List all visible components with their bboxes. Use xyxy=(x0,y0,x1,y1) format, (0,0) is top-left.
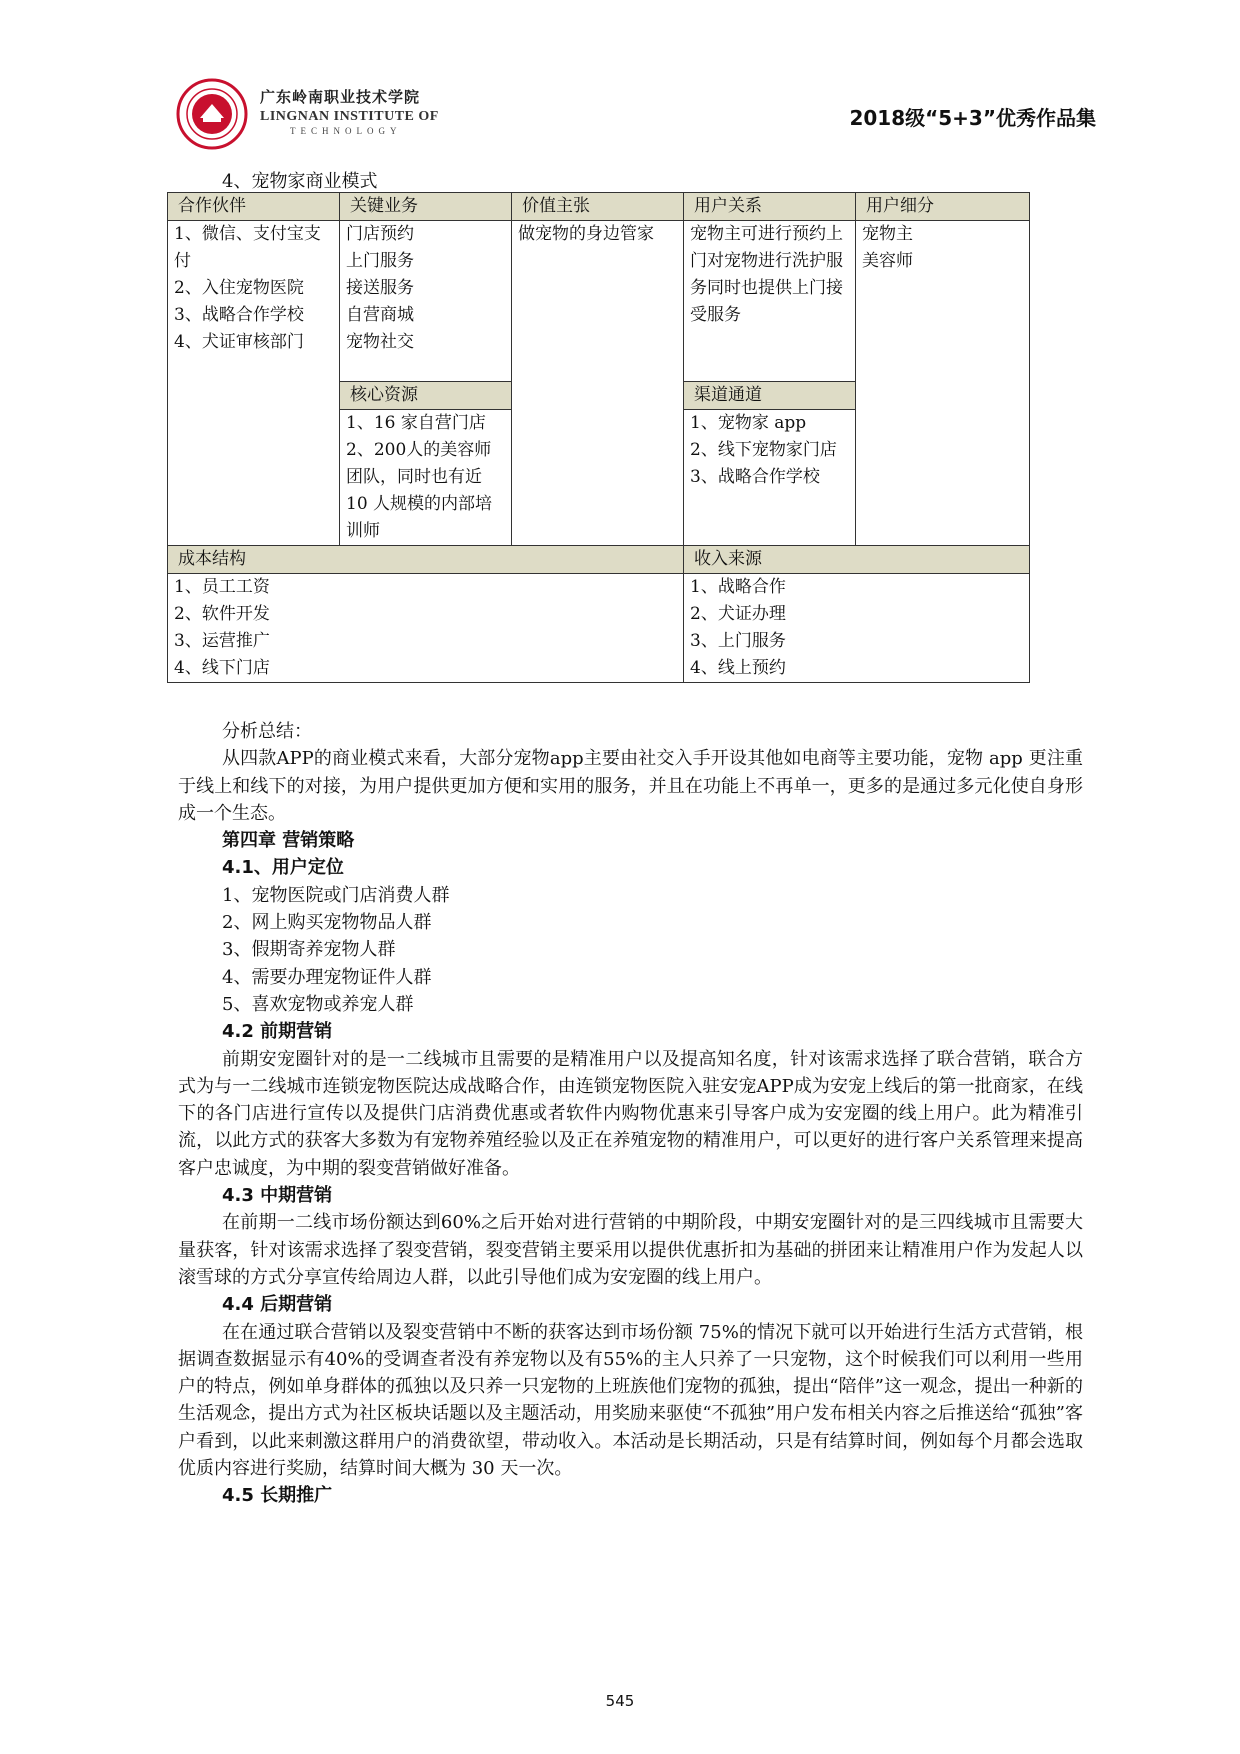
revenue-content: 1、战略合作 2、犬证办理 3、上门服务 4、线上预约 xyxy=(684,574,1030,683)
analysis-label: 分析总结： xyxy=(222,721,312,742)
value-header: 价值主张 xyxy=(512,193,684,221)
school-logo-icon xyxy=(176,78,248,150)
list-item: 4、需要办理宠物证件人群 xyxy=(222,966,432,988)
school-name-en-1: LINGNAN INSTITUTE OF xyxy=(260,109,439,124)
partners-content: 1、微信、支付宝支付 2、入住宠物医院 3、战略合作学校 4、犬证审核部门 xyxy=(168,221,340,546)
page-number: 545 xyxy=(605,1692,635,1710)
channels-header: 渠道通道 xyxy=(684,382,856,410)
page-header xyxy=(176,72,1096,152)
section-4-5-title: 4.5 长期推广 xyxy=(222,1485,333,1507)
revenue-header: 收入来源 xyxy=(684,546,1030,574)
chapter-title: 第四章 营销策略 xyxy=(222,830,355,852)
section-4-4-paragraph: 在在通过联合营销以及裂变营销中不断的获客达到市场份额 75%的情况下就可以开始进行生活方式营销，根据调查数据显示有40%的受调查者没有养宠物以及有55%的主人只养了一只宠物，这个时候我们可以利用一些用户的特点，例如单身群体的孤独以及只养一只宠物的上班族他们宠物的孤独，提出“陪伴”这一观念，提出一种新的生活观念，提出方式为社区板块话题以及主题活动，用奖励来驱使“不孤独”用户发布相关内容之后推送给“孤独”客户看到，以此来刺激这群用户的消费欲望，带动收入。本活动是长期活动，只是有结算时间，例如每个月都会选取优质内容进行奖励，结算时间大概为 30 天一次。 xyxy=(178,1321,1083,1480)
costs-header: 成本结构 xyxy=(168,546,512,574)
segments-content: 宠物主 美容师 xyxy=(856,221,1030,546)
section-4-2-paragraph: 前期安宠圈针对的是一二线城市且需要的是精准用户以及提高知名度，针对该需求选择了联合营销，联合方式为与一二线城市连锁宠物医院达成战略合作，由连锁宠物医院入驻安宠APP成为安宠上线后的第一批商家，在线下的各门店进行宣传以及提供门店消费优惠或者软件内购物优惠来引导客户成为安宠圈的线上用户。此为精准引流，以此方式的获客大多数为有宠物养殖经验以及正在养殖宠物的精准用户，可以更好的进行客户关系管理来提高客户忠诚度，为中期的裂变营销做好准备。 xyxy=(178,1048,1083,1179)
section-4-3-title: 4.3 中期营销 xyxy=(222,1185,333,1207)
school-name-cn: 广东岭南职业技术学院 xyxy=(260,88,421,106)
relations-content: 宠物主可进行预约上门对宠物进行洗护服务同时也提供上门接受服务 xyxy=(684,221,856,382)
list-item: 5、喜欢宠物或养宠人群 xyxy=(222,993,414,1015)
activities-header: 关键业务 xyxy=(340,193,512,221)
section-4-1-title: 4.1、用户定位 xyxy=(222,857,344,879)
channels-content: 1、宠物家 app 2、线下宠物家门店 3、战略合作学校 xyxy=(684,410,856,546)
list-item: 3、假期寄养宠物人群 xyxy=(222,939,396,961)
section-4-2-title: 4.2 前期营销 xyxy=(222,1021,333,1043)
segments-header: 用户细分 xyxy=(856,193,1030,221)
resources-content: 1、16 家自营门店 2、200人的美容师团队，同时也有近 10 人规模的内部培训师 xyxy=(340,410,512,546)
business-model-canvas xyxy=(167,192,1030,683)
school-name-en-2: TECHNOLOGY xyxy=(290,126,402,136)
analysis-paragraph: 从四款APP的商业模式来看，大部分宠物app主要由社交入手开设其他如电商等主要功能，宠物 app 更注重于线上和线下的对接，为用户提供更加方便和实用的服务，并且在功能上不再单一，更多的是通过多元化使自身形成一个生态。 xyxy=(178,748,1083,824)
school-name xyxy=(260,86,439,136)
collection-title: 2018级“5+3”优秀作品集 xyxy=(849,106,1096,130)
resources-header: 核心资源 xyxy=(340,382,512,410)
relations-header: 用户关系 xyxy=(684,193,856,221)
list-item: 1、宠物医院或门店消费人群 xyxy=(222,884,450,906)
partners-header: 合作伙伴 xyxy=(168,193,340,221)
main-text xyxy=(178,718,1083,1510)
costs-content: 1、员工工资 2、软件开发 3、运营推广 4、线下门店 xyxy=(168,574,684,683)
table-caption: 4、宠物家商业模式 xyxy=(222,171,378,192)
activities-content: 门店预约 上门服务 接送服务 自营商城 宠物社交 xyxy=(340,221,512,382)
section-4-3-paragraph: 在前期一二线市场份额达到60%之后开始对进行营销的中期阶段，中期安宠圈针对的是三四线城市且需要大量获客，针对该需求选择了裂变营销，裂变营销主要采用以提供优惠折扣为基础的拼团来让精准用户作为发起人以滚雪球的方式分享宣传给周边人群，以此引导他们成为安宠圈的线上用户。 xyxy=(178,1212,1083,1288)
section-4-4-title: 4.4 后期营销 xyxy=(222,1294,333,1316)
value-content: 做宠物的身边管家 xyxy=(512,221,684,546)
list-item: 2、网上购买宠物物品人群 xyxy=(222,912,432,934)
